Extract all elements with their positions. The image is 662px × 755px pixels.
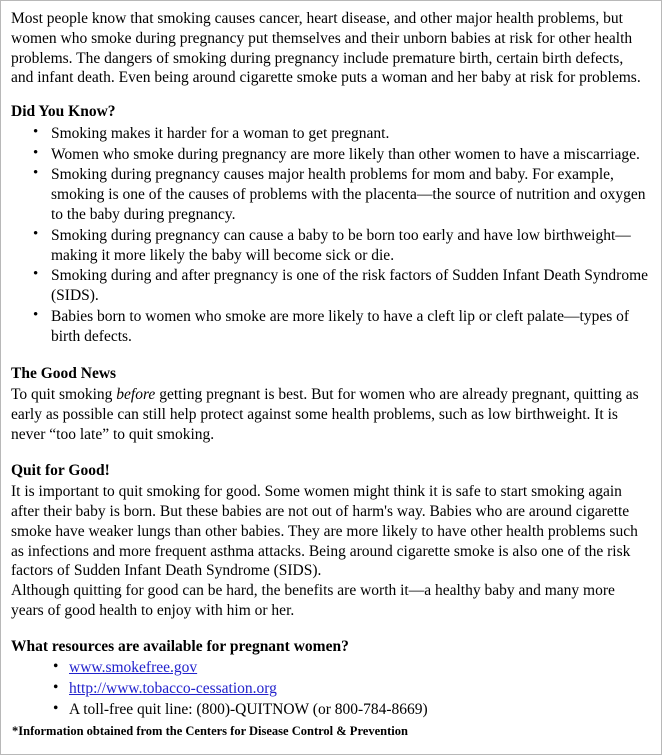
resources-list: [11, 658, 649, 720]
heading-resources: What resources are available for pregnant women?: [11, 637, 349, 655]
footnote: *Information obtained from the Centers for Disease Control & Prevention: [12, 724, 408, 738]
resource-link-tobacco-cessation[interactable]: http://www.tobacco-cessation.org: [69, 680, 277, 698]
list-item: • Smoking makes it harder for a woman to get pregnant.: [33, 124, 649, 144]
good-news-text-after: getting pregnant is best. But for women who are already pregnant, quitting as early as possible can still help protect against some health problems, such as low birthweight. It is never “too late” to quit smoking.: [11, 386, 639, 443]
list-item: • Smoking during pregnancy can cause a baby to be born too early and have low birthweight—making it more likely the baby will become sick or die.: [33, 226, 649, 266]
heading-did-you-know: Did You Know?: [11, 103, 116, 121]
did-you-know-list: [11, 124, 649, 347]
list-item: • Women who smoke during pregnancy are more likely than other women to have a miscarriage.: [33, 145, 649, 165]
spacer: [11, 621, 649, 637]
list-item: • Smoking during and after pregnancy is one of the risk factors of Sudden Infant Death Syndrome (SIDS).: [33, 266, 649, 306]
quit-for-good-paragraph-2: Although quitting for good can be hard, the benefits are worth it—a healthy baby and many more years of good health to enjoy with him or her.: [11, 582, 615, 619]
spacer: [11, 348, 649, 364]
heading-quit-for-good: Quit for Good!: [11, 461, 110, 479]
quit-for-good-paragraph-1: It is important to quit smoking for good. Some women might think it is safe to start smoking again after their baby is born. But these babies are not out of harm's way. Babies who are around cigarette smoke have weaker lungs than other babies. They are more likely to have other health problems such as infections and more frequent asthma attacks. Being around cigarette smoke is also one of the risk factors of Sudden Infant Death Syndrome (SIDS).: [11, 483, 638, 580]
good-news-italic-word: before: [116, 386, 156, 404]
list-item: • A toll-free quit line: (800)-QUITNOW (or 800-784-8669): [53, 700, 649, 720]
list-item: [53, 658, 649, 678]
good-news-paragraph: [11, 385, 649, 444]
heading-the-good-news: The Good News: [11, 364, 117, 382]
intro-paragraph: Most people know that smoking causes cancer, heart disease, and other major health problems, but women who smoke during pregnancy put themselves and their unborn babies at risk for other health problems. The dangers of smoking during pregnancy include premature birth, certain birth defects, and infant death. Even being around cigarette smoke puts a woman and her baby at risk for problems.: [11, 10, 641, 87]
list-item: • Smoking during pregnancy causes major health problems for mom and baby. For example, smoking is one of the causes of problems with the placenta—the source of nutrition and oxygen to the baby during pregnancy.: [33, 165, 649, 224]
good-news-text-before: To quit smoking: [11, 386, 117, 404]
spacer: [11, 445, 649, 461]
list-item: • Babies born to women who smoke are more likely to have a cleft lip or cleft palate—types of birth defects.: [33, 307, 649, 347]
resource-link-smokefree[interactable]: www.smokefree.gov: [69, 659, 198, 677]
list-item: [53, 679, 649, 699]
